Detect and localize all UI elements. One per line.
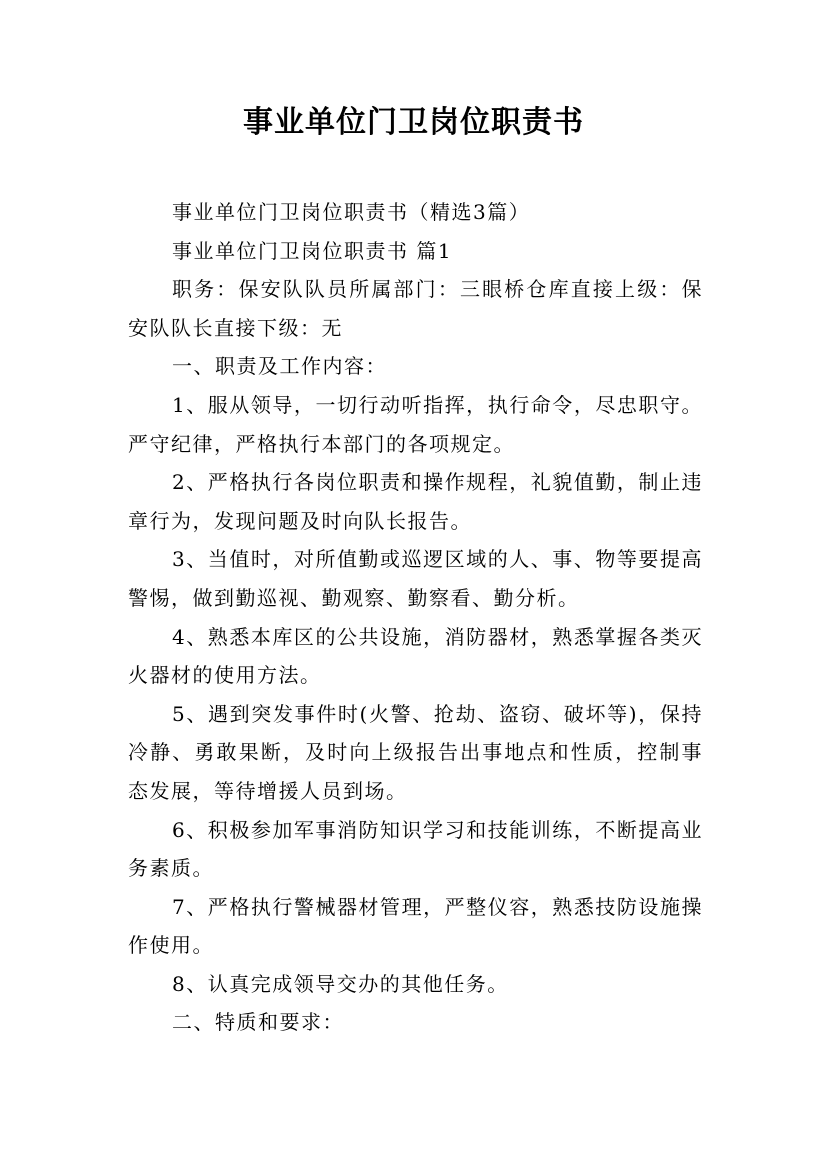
document-body (128, 193, 703, 1042)
paragraph-section-heading: 事业单位门卫岗位职责书 篇1 (172, 238, 453, 263)
paragraph-subtitle: 事业单位门卫岗位职责书（精选3篇） (172, 200, 531, 224)
paragraph-duties-heading: 一、职责及工作内容： (172, 354, 387, 379)
paragraph-duty-3: 3、当值时，对所值勤或巡逻区域的人、事、物等要提高警惕，做到勤巡视、勤观察、勤察看、勤分析。 (128, 547, 703, 610)
paragraph-duty-4: 4、熟悉本库区的公共设施，消防器材，熟悉掌握各类灭火器材的使用方法。 (128, 624, 703, 688)
paragraph-duty-7: 7、严格执行警械器材管理，严整仪容，熟悉技防设施操作使用。 (128, 894, 703, 958)
paragraph-duty-6: 6、积极参加军事消防知识学习和技能训练，不断提高业务素质。 (128, 817, 703, 881)
paragraph-duty-5: 5、遇到突发事件时(火警、抢劫、盗窃、破坏等)，保持冷静、勇敢果断，及时向上级报告出事地点和性质，控制事态发展，等待增援人员到场。 (128, 701, 703, 803)
document-title: 事业单位门卫岗位职责书 (243, 105, 584, 140)
paragraph-requirements-heading: 二、特质和要求： (172, 1010, 344, 1035)
paragraph-duty-2: 2、严格执行各岗位职责和操作规程，礼貌值勤，制止违章行为，发现问题及时向队长报告。 (128, 470, 703, 533)
paragraph-position-info: 职务：保安队队员所属部门：三眼桥仓库直接上级：保安队队长直接下级：无 (128, 277, 703, 340)
paragraph-duty-1: 1、服从领导，一切行动听指挥，执行命令，尽忠职守。严守纪律，严格执行本部门的各项规定。 (128, 392, 703, 456)
paragraph-duty-8: 8、认真完成领导交办的其他任务。 (172, 971, 509, 996)
